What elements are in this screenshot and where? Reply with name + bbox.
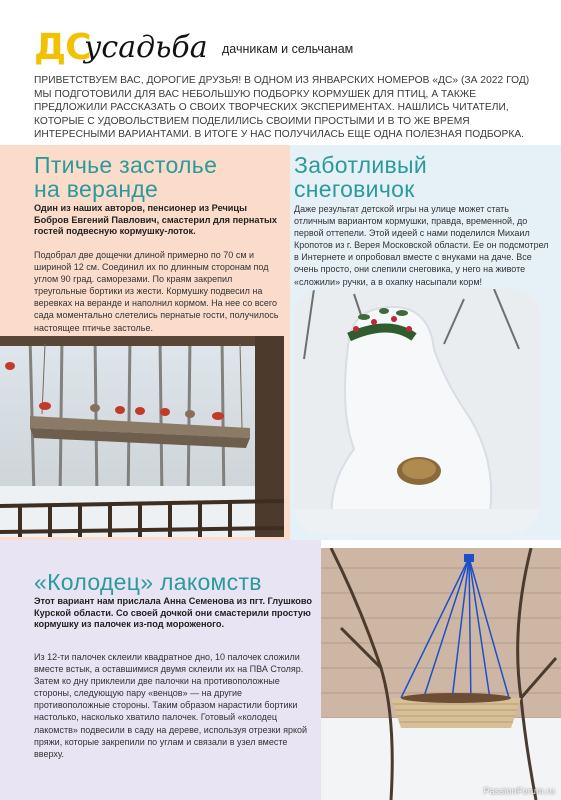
section2-body: Даже результат детской игры на улице может стать отличным вариантом кормушки, правда, временной, до первой оттепели. Этой идеей с нами поделился Михаил Кропотов из г. Верея Московской области. Ее он подсмотрел в Интернете и опробовал вместе с внуками на даче. Все очень просто, они слепили снеговика, у него на животе «сложили» ручки, а в охапку насыпали корм!	[294, 204, 549, 287]
header-tagline: дачникам и сельчанам	[222, 42, 354, 56]
popsicle-stick-feeder-photo	[321, 548, 561, 800]
section1-lead: Один из наших авторов, пенсионер из Речицы Бобров Евгений Павлович, смастерил для пернатых гостей подвесную кормушку-лоток.	[34, 203, 277, 237]
bird-tray-feeder-photo	[0, 336, 284, 537]
logo-usadba: усадьба	[84, 30, 208, 65]
section2-title	[294, 153, 554, 201]
section1-title	[34, 153, 284, 201]
section3-title: «Колодец» лакомств	[34, 569, 262, 595]
section1-body: Подобрал две дощечки длиной примерно по 70 см и шириной 12 см. Соединил их по длинным сторонам под углом 90 град. саморезами. По краям закрепил треугольные бортики из жести. Кормушку подвесил на веревках на веранде и наполнил кормом. На нее со всего сада моментально слетелись пернатые гости, получилось настоящее птичье застолье.	[34, 250, 279, 333]
watermark: PassionForum.ru	[483, 786, 555, 796]
logo-ds: ДС	[34, 27, 91, 68]
intro-text: ПРИВЕТСТВУЕМ ВАС, ДОРОГИЕ ДРУЗЬЯ! В ОДНОМ ИЗ ЯНВАРСКИХ НОМЕРОВ «ДС» (ЗА 2022 ГОД) МЫ ПОДГОТОВИЛИ ДЛЯ ВАС НЕБОЛЬШУЮ ПОДБОРКУ КОРМУШЕК ДЛЯ ПТИЦ, А ТАКЖЕ ПРЕДЛОЖИЛИ РАССКАЗАТЬ О СВОИХ ТВОРЧЕСКИХ ЭКСПЕРИМЕНТАХ. НАШЛИСЬ ЧИТАТЕЛИ, КОТОРЫЕ С УДОВОЛЬСТВИЕМ ПОДЕЛИЛИСЬ СВОИМИ ПРОСТЫМИ И В ТО ЖЕ ВРЕМЯ ИНТЕРЕСНЫМИ ВАРИАНТАМИ. В ИТОГЕ У НАС ПОЛУЧИЛАСЬ ЕЩЕ ОДНА ПОЛЕЗНАЯ ПОДБОРКА.	[34, 75, 530, 141]
section1-title-line2: на веранде	[34, 176, 159, 202]
snowman-feeder-photo	[294, 289, 540, 534]
section3-lead: Этот вариант нам прислала Анна Семенова из пгт. Глушково Курской области. Со своей дочкой они смастерили простую кормушку из палочек из-под мороженого.	[34, 596, 313, 630]
section2-title-line1: Заботливый	[294, 152, 428, 178]
section2-title-line2: снеговичок	[294, 176, 415, 202]
section3-body: Из 12-ти палочек склеили квадратное дно, 10 палочек сложили вместе встык, а оставшимися двумя склеили их на ПВА Столяр. Затем ко дну приклеили две палочки на противоположные стороны, следующую пару «венцов» — на другие противоположные стороны. Таким образом нарастили бортики настолько, насколько хватило палочек. Готовый «колодец лакомств» подвесили в саду на дереве, используя отрезки яркой пряжи, которые закрепили по углам и связали в узел вместе вверху.	[34, 652, 308, 759]
section1-title-line1: Птичье застолье	[34, 152, 218, 178]
